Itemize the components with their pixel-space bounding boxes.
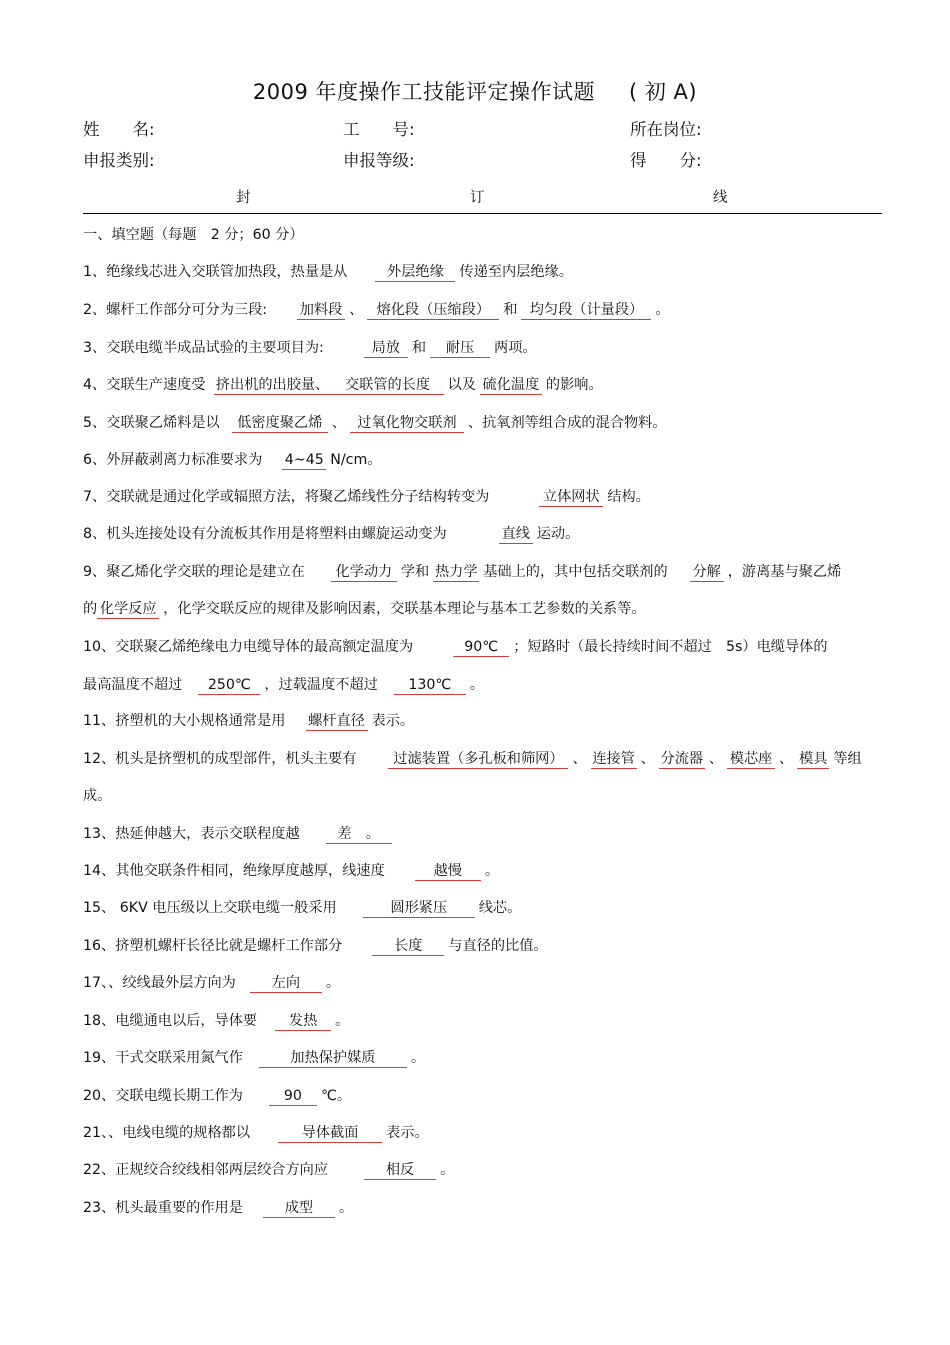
category-label: 申报类别: xyxy=(83,151,155,170)
answer-blank: 直线 xyxy=(499,526,533,544)
question-11: 11、挤塑机的大小规格通常是用 螺杆直径 表示。 xyxy=(83,713,415,729)
section-heading: 一、填空题（每题 2 分；60 分） xyxy=(83,227,304,243)
answer-blank: 130℃ xyxy=(394,677,466,695)
answer-blank: 发热 xyxy=(275,1013,331,1031)
question-1: 1、绝缘线芯进入交联管加热段，热量是从 外层绝缘 传递至内层绝缘。 xyxy=(83,264,573,280)
question-23: 23、机头最重要的作用是 成型 。 xyxy=(83,1200,354,1216)
answer-blank: 相反 xyxy=(364,1162,436,1180)
question-15: 15、 6KV 电压级以上交联电缆一般采用 圆形紧压 线芯。 xyxy=(83,900,522,916)
answer-blank: 过滤装置（多孔板和筛网） xyxy=(388,751,568,769)
question-4: 4、交联生产速度受 挤出机的出胶量、 交联管的长度 以及 硫化温度 的影响。 xyxy=(83,377,603,393)
answer-blank: 挤出机的出胶量、 xyxy=(214,377,332,395)
question-13: 13、热延伸越大，表示交联程度越 差 。 xyxy=(83,824,396,844)
answer-blank: 局放 xyxy=(364,340,408,358)
answer-blank: 越慢 xyxy=(415,863,481,881)
answer-blank: 过氧化物交联剂 xyxy=(350,415,464,433)
answer-blank: 均匀段（计量段） xyxy=(521,302,651,320)
question-7: 7、交联就是通过化学或辐照方法，将聚乙烯线性分子结构转变为 立体网状 结构。 xyxy=(83,489,650,505)
question-6: 6、外屏蔽剥离力标准要求为 4~45 N/cm。 xyxy=(83,452,382,468)
answer-blank: 模芯座 xyxy=(727,751,775,769)
question-10-cont: 最高温度不超过 250℃ ，过载温度不超过 130℃ 。 xyxy=(83,677,485,693)
question-3: 3、交联电缆半成品试验的主要项目为: 局放 和 耐压 两项。 xyxy=(83,340,537,356)
question-16: 16、挤塑机螺杆长径比就是螺杆工作部分 长度 与直径的比值。 xyxy=(83,938,548,954)
page-title xyxy=(0,76,950,106)
question-8: 8、机头连接处设有分流板其作用是将塑料由螺旋运动变为 直线 运动。 xyxy=(83,526,580,542)
binding-line xyxy=(83,213,882,214)
seal-char: 封 xyxy=(236,190,251,206)
answer-blank: 成型 xyxy=(263,1200,335,1218)
question-19: 19、干式交联采用氮气作 加热保护媒质 。 xyxy=(83,1050,426,1066)
question-2: 2、螺杆工作部分可分为三段: 加料段 、 熔化段（压缩段） 和 均匀段（计量段） 。 xyxy=(83,302,670,318)
question-10: 10、交联聚乙烯绝缘电力电缆导体的最高额定温度为 90℃ ；短路时（最长持续时间不超过 5s）电缆导体的 xyxy=(83,639,828,655)
answer-blank: 左向 xyxy=(250,975,322,993)
question-17: 17、、绞线最外层方向为 左向 。 xyxy=(83,975,341,991)
level-label: 申报等级: xyxy=(343,151,415,170)
answer-blank: 低密度聚乙烯 xyxy=(232,415,328,433)
answer-blank: 加料段 xyxy=(297,302,345,320)
question-12: 12、机头是挤塑机的成型部件，机头主要有 过滤装置（多孔板和筛网） 、 连接管 、 分流器 、 模芯座 、 模具 等组 xyxy=(83,751,862,767)
question-18: 18、电缆通电以后，导体要 发热 。 xyxy=(83,1013,350,1029)
answer-blank: 差 。 xyxy=(326,826,392,844)
answer-blank: 耐压 xyxy=(430,340,490,358)
answer-blank: 螺杆直径 xyxy=(306,713,368,731)
question-22: 22、正规绞合绞线相邻两层绞合方向应 相反 。 xyxy=(83,1162,455,1178)
answer-blank: 90 xyxy=(269,1088,317,1106)
post-label: 所在岗位: xyxy=(630,120,702,139)
answer-blank: 250℃ xyxy=(198,677,260,695)
id-label: 工 号: xyxy=(343,120,415,139)
answer-blank: 连接管 xyxy=(592,751,635,767)
answer-blank: 热力学 xyxy=(434,564,478,580)
question-9: 9、聚乙烯化学交联的理论是建立在 化学动力 学和 热力学 基础上的，其中包括交联剂的 分解 ，游离基与聚乙烯 xyxy=(83,564,842,580)
answer-blank: 化学反应 xyxy=(97,601,159,619)
answer-blank: 4~45 xyxy=(282,452,326,470)
title-text: 2009 年度操作工技能评定操作试题 xyxy=(252,80,595,104)
question-5: 5、交联聚乙烯料是以 低密度聚乙烯 、 过氧化物交联剂 、抗氧剂等组合成的混合物料。 xyxy=(83,415,667,431)
question-9-cont: 的 化学反应 ，化学交联反应的规律及影响因素，交联基本理论与基本工艺参数的关系等。 xyxy=(83,601,646,617)
answer-blank: 外层绝缘 xyxy=(375,264,455,282)
answer-blank: 分解 xyxy=(690,564,724,582)
answer-blank: 立体网状 xyxy=(539,489,603,507)
answer-blank: 加热保护媒质 xyxy=(259,1050,407,1068)
question-21: 21、、电线电缆的规格都以 导体截面 表示。 xyxy=(83,1125,429,1141)
question-12-cont: 成。 xyxy=(83,788,112,804)
question-20: 20、交联电缆长期工作为 90 ℃。 xyxy=(83,1088,352,1104)
answer-blank: 模具 xyxy=(799,751,828,767)
question-14: 14、其他交联条件相同，绝缘厚度越厚，线速度 越慢 。 xyxy=(83,863,500,879)
binding-char: 订 xyxy=(470,190,485,206)
answer-blank: 硫化温度 xyxy=(480,377,542,395)
score-label: 得 分: xyxy=(630,151,702,170)
name-label: 姓 名: xyxy=(83,120,155,139)
answer-blank: 交联管的长度 xyxy=(332,377,444,395)
answer-blank: 90℃ xyxy=(453,639,509,657)
answer-blank: 长度 xyxy=(372,938,444,956)
title-suffix: ( 初 A) xyxy=(629,80,698,104)
answer-blank: 熔化段（压缩段） xyxy=(367,302,499,320)
answer-blank: 分流器 xyxy=(660,751,704,767)
answer-blank: 圆形紧压 xyxy=(363,900,475,918)
answer-blank: 导体截面 xyxy=(278,1125,382,1143)
answer-blank: 化学动力 xyxy=(331,564,397,582)
line-char: 线 xyxy=(713,190,728,206)
